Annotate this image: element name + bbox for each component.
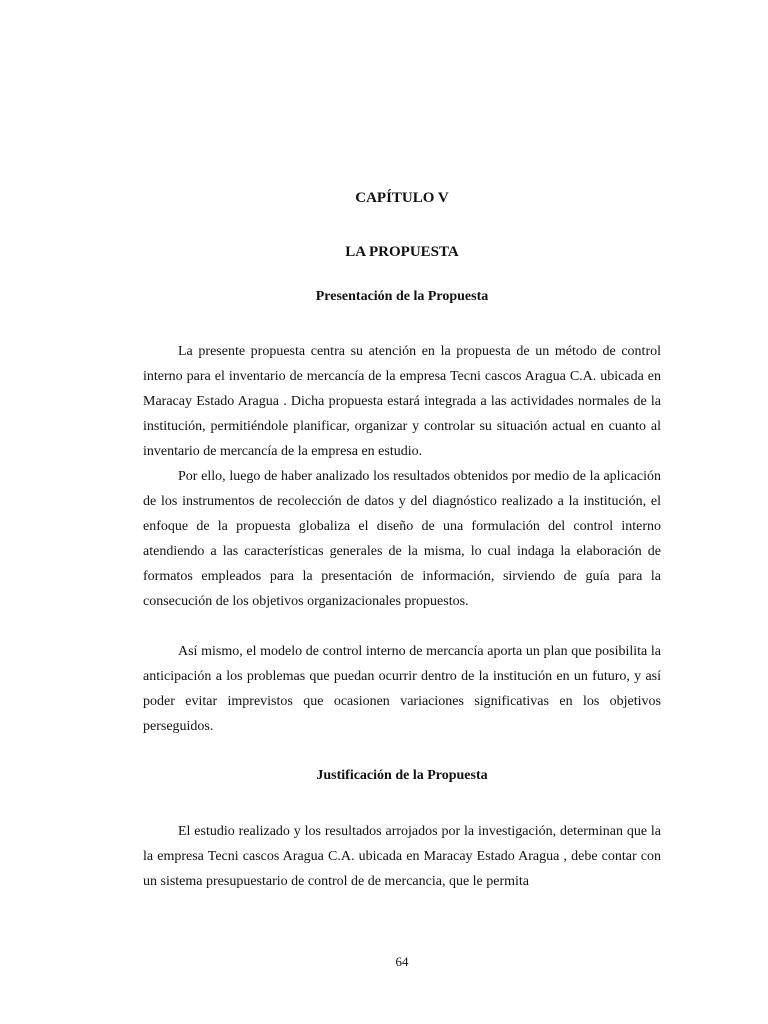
paragraph: La presente propuesta centra su atención en la propuesta de un método de control interno para el inventario de mercancía de la empresa Tecni cascos Aragua C.A. ubicada en Maracay Estado Aragua . Dicha propuesta estará integrada a las actividades normales de la institución, permitiéndole planificar, organizar y controlar su situación actual en cuanto al inventario de mercancía de la empresa en estudio. bbox=[143, 344, 661, 459]
paragraph: Así mismo, el modelo de control interno de mercancía aporta un plan que posibilita la anticipación a los problemas que puedan ocurrir dentro de la institución en un futuro, y así poder evitar imprevistos que ocasionen variaciones significativas en los objetivos perseguidos. bbox=[143, 644, 661, 734]
chapter-heading: CAPÍTULO V bbox=[355, 190, 449, 206]
paragraph: El estudio realizado y los resultados arrojados por la investigación, determinan que la la empresa Tecni cascos Aragua C.A. ubicada en Maracay Estado Aragua , debe contar con un sistema presupuestario de control de de mercancia, que le permita bbox=[143, 824, 661, 889]
section-heading-justificacion: Justificación de la Propuesta bbox=[316, 768, 488, 783]
page-number: 64 bbox=[395, 954, 409, 969]
page-title: LA PROPUESTA bbox=[345, 244, 459, 260]
section-heading-presentacion: Presentación de la Propuesta bbox=[315, 289, 489, 304]
paragraph: Por ello, luego de haber analizado los resultados obtenidos por medio de la aplicación de los instrumentos de recolección de datos y del diagnóstico realizado a la institución, el enfoque de la propuesta globaliza el diseño de una formulación del control interno atendiendo a las características generales de la misma, lo cual indaga la elaboración de formatos empleados para la presentación de información, sirviendo de guía para la consecución de los objetivos organizacionales propuestos. bbox=[143, 469, 661, 609]
